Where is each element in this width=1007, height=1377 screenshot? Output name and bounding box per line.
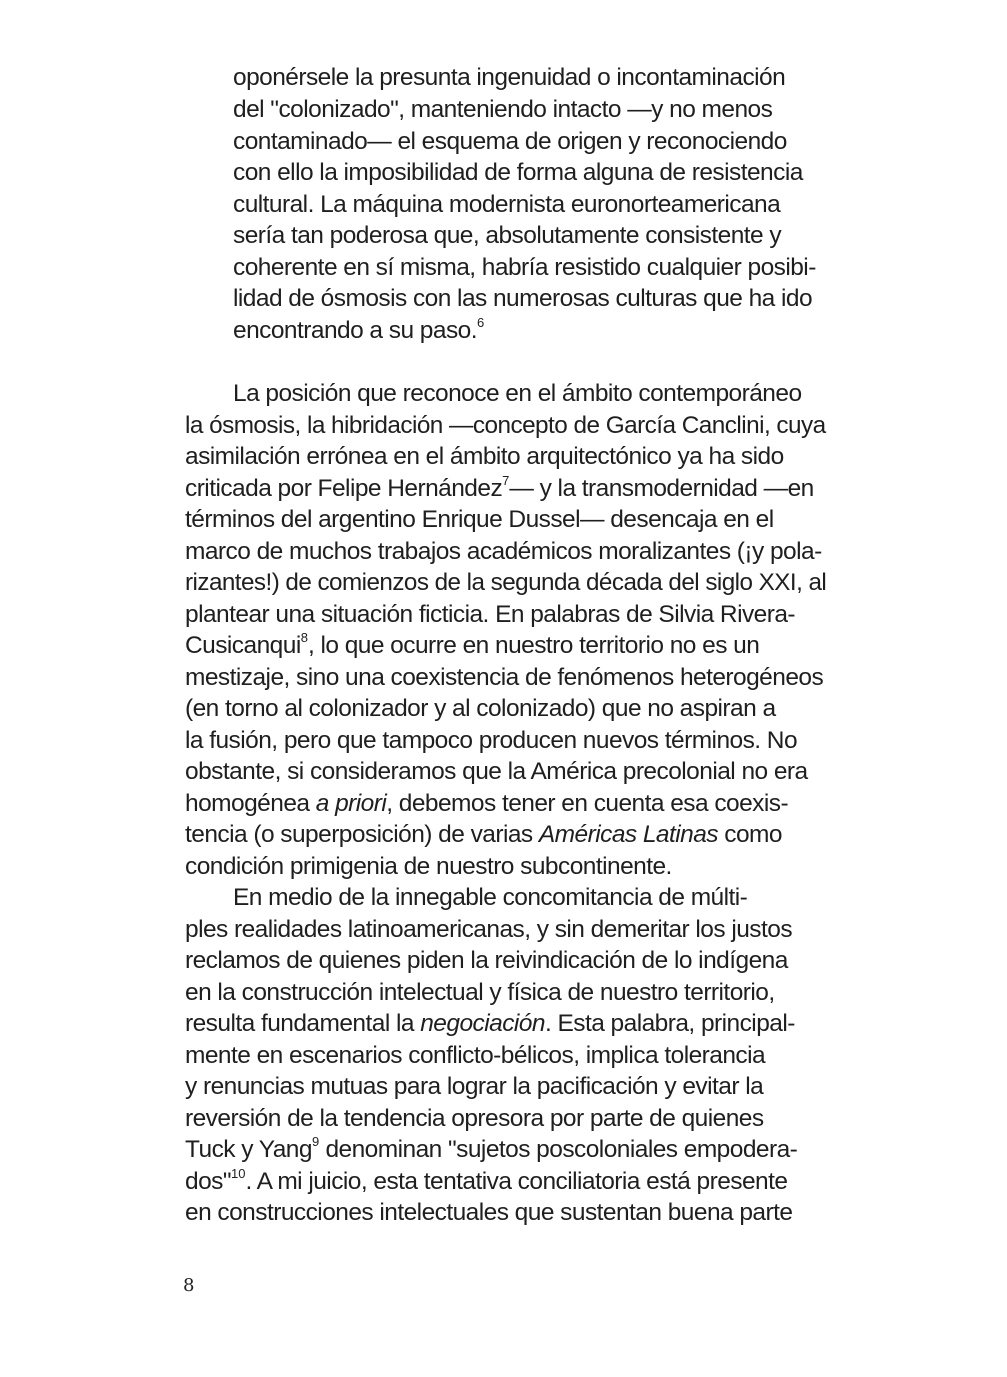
paragraph-line: plantear una situación ficticia. En palabras de Silvia Rivera- xyxy=(185,601,796,628)
page-number: 8 xyxy=(183,1275,195,1296)
footnote-ref: 8 xyxy=(300,630,308,645)
quote-line: del "colonizado", manteniendo intacto —y no menos xyxy=(233,96,773,123)
text-run: tencia (o superposición) de varias xyxy=(185,821,539,848)
footnote-ref: 9 xyxy=(311,1134,320,1149)
quote-line: contaminado— el esquema de origen y reconociendo xyxy=(233,128,787,155)
paragraph-line: mestizaje, sino una coexistencia de fenómenos heterogéneos xyxy=(185,664,824,691)
paragraph-line xyxy=(185,630,759,661)
quote-text: encontrando a su paso. xyxy=(233,317,477,344)
paragraph-line xyxy=(185,1166,787,1197)
paragraph-line: la fusión, pero que tampoco producen nuevos términos. No xyxy=(185,727,798,754)
text-run: , debemos tener en cuenta esa coexis- xyxy=(386,790,789,817)
italic-term: negociación xyxy=(420,1010,545,1037)
paragraph-line xyxy=(185,1008,795,1039)
text-run: Cusicanqui xyxy=(185,632,301,659)
paragraph-line: ples realidades latinoamericanas, y sin demeritar los justos xyxy=(185,916,793,943)
paragraph-line: rizantes!) de comienzos de la segunda década del siglo XXI, al xyxy=(185,569,827,596)
paragraph-line: marco de muchos trabajos académicos moralizantes (¡y pola- xyxy=(185,538,822,565)
quote-line: lidad de ósmosis con las numerosas culturas que ha ido xyxy=(233,285,813,312)
paragraph-line: mente en escenarios conflicto-bélicos, implica tolerancia xyxy=(185,1042,766,1069)
paragraph-line: reclamos de quienes piden la reivindicación de lo indígena xyxy=(185,947,788,974)
paragraph-line xyxy=(185,473,814,504)
text-run: , lo que ocurre en nuestro territorio no es un xyxy=(307,632,760,659)
text-run: . Esta palabra, principal- xyxy=(544,1010,795,1037)
paragraph-line: reversión de la tendencia opresora por parte de quienes xyxy=(185,1105,764,1132)
paragraph-line: y renuncias mutuas para lograr la pacificación y evitar la xyxy=(185,1073,764,1100)
quote-line: sería tan poderosa que, absolutamente consistente y xyxy=(233,222,782,249)
paragraph-line: en la construcción intelectual y física de nuestro territorio, xyxy=(185,979,775,1006)
paragraph-line: En medio de la innegable concomitancia de múlti- xyxy=(233,884,748,911)
text-run: — y la transmodernidad —en xyxy=(509,475,814,502)
paragraph-line: la ósmosis, la hibridación —concepto de García Canclini, cuya xyxy=(185,412,826,439)
quote-line: coherente en sí misma, habría resistido cualquier posibi- xyxy=(233,254,816,281)
italic-term: Américas Latinas xyxy=(538,821,719,848)
paragraph-line xyxy=(185,819,782,850)
footnote-ref: 6 xyxy=(476,315,485,330)
text-run: dos" xyxy=(185,1168,231,1195)
quote-line-last xyxy=(233,315,484,346)
footnote-ref: 7 xyxy=(502,473,510,488)
paragraph-line xyxy=(185,788,788,819)
text-run: . A mi juicio, esta tentativa conciliatoria está presente xyxy=(245,1168,788,1195)
text-run: como xyxy=(718,821,782,848)
paragraph-line: asimilación errónea en el ámbito arquitectónico ya ha sido xyxy=(185,443,784,470)
italic-term: a priori xyxy=(315,790,387,817)
quote-line: oponérsele la presunta ingenuidad o incontaminación xyxy=(233,64,786,91)
paragraph-line: (en torno al colonizador y al colonizado) que no aspiran a xyxy=(185,695,776,722)
text-run: criticada por Felipe Hernández xyxy=(185,475,503,502)
quote-line: con ello la imposibilidad de forma alguna de resistencia xyxy=(233,159,803,186)
text-run: Tuck y Yang xyxy=(185,1136,312,1163)
paragraph-line: La posición que reconoce en el ámbito contemporáneo xyxy=(233,380,802,407)
text-run: resulta fundamental la xyxy=(185,1010,421,1037)
paragraph-line: condición primigenia de nuestro subcontinente. xyxy=(185,853,672,880)
text-run: denominan "sujetos poscoloniales empodera- xyxy=(319,1136,798,1163)
paragraph-line: en construcciones intelectuales que sustentan buena parte xyxy=(185,1199,793,1226)
quote-line: cultural. La máquina modernista euronorteamericana xyxy=(233,191,781,218)
paragraph-line xyxy=(185,1134,797,1165)
paragraph-line: obstante, si consideramos que la América precolonial no era xyxy=(185,758,808,785)
paragraph-line: términos del argentino Enrique Dussel— desencaja en el xyxy=(185,506,774,533)
text-run: homogénea xyxy=(185,790,316,817)
footnote-ref: 10 xyxy=(231,1166,246,1181)
